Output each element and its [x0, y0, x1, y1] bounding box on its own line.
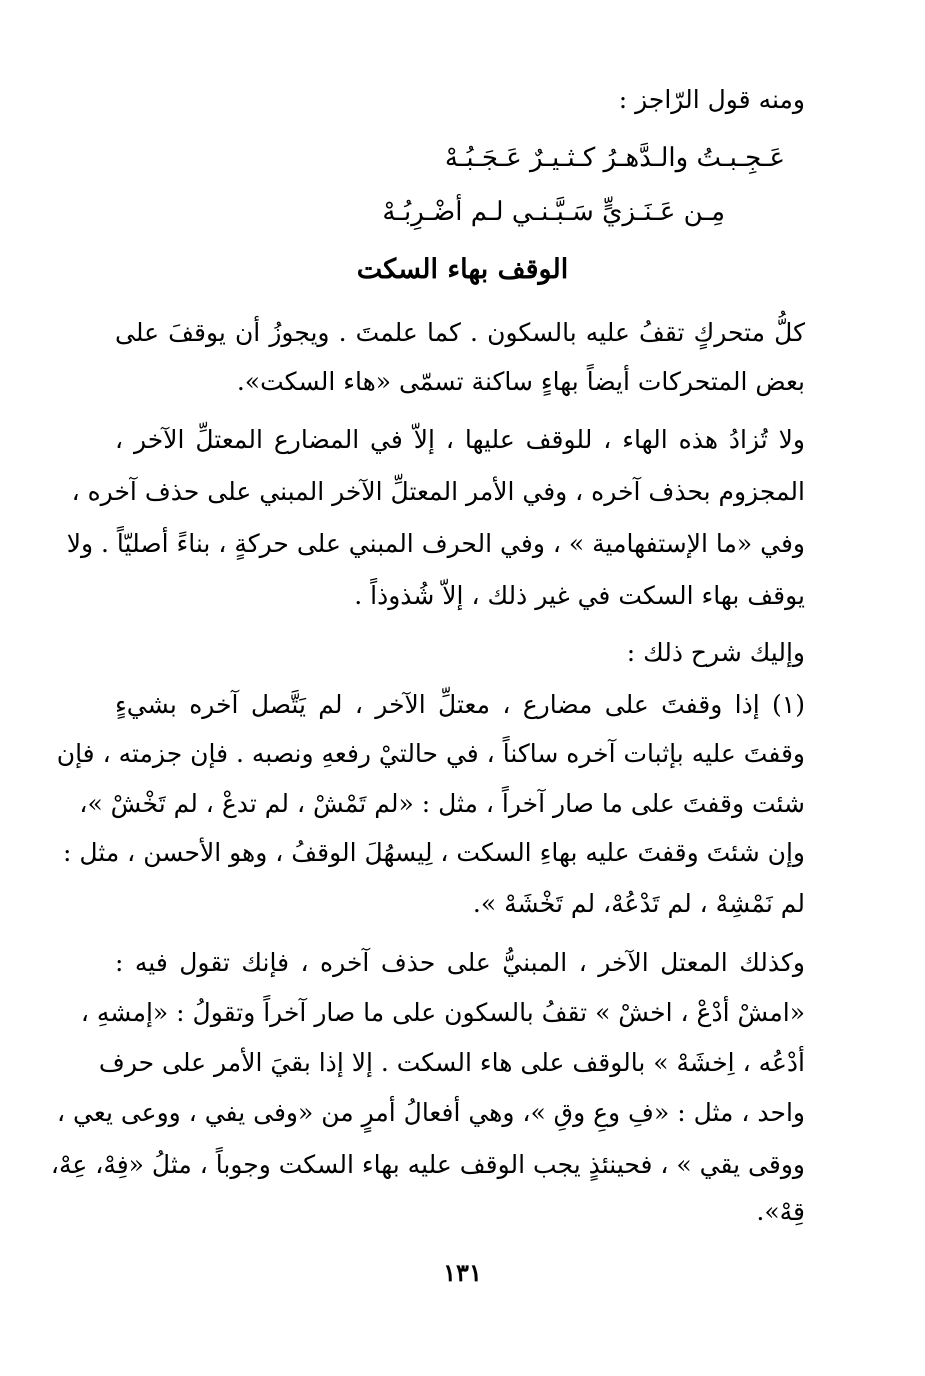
paragraph4-line-5: لم نَمْشِهْ ، لم تَدْعُهْ، لم تَخْشَهْ ». — [472, 889, 805, 918]
paragraph2-line-1: ولا تُزادُ هذه الهاء ، للوقف عليها ، إلاّ في المضارع المعتلِّ الآخر ، — [115, 425, 805, 454]
paragraph5-line-6: قِهْ». — [756, 1197, 805, 1226]
paragraph5-line-2: «امشْ أدْعْ ، اخشْ » تقفُ بالسكون على ما صار آخراً وتقولُ : «إمشهِ ، — [80, 998, 805, 1027]
verse-line-2: مِـن عَـنَـزيٍّ سَـبَّـنـي لـم أضْـرِبُـهْ — [382, 197, 725, 227]
paragraph4-line-1: (١) إذا وقفتَ على مضارع ، معتلِّ الآخر ، لم يَتَّصل آخره بشيءٍ — [115, 690, 805, 719]
paragraph5-line-3: أدْعُه ، اِخشَهْ » بالوقف على هاء السكت . إلا إذا بقيَ الأمر على حرف — [98, 1048, 805, 1077]
paragraph2-line-4: يوقف بهاء السكت في غير ذلك ، إلاّ شُذوذاً . — [354, 581, 805, 610]
paragraph5-line-5: ووقى يقي » ، فحينئذٍ يجب الوقف عليه بهاء السكت وجوباً ، مثلُ «فِهْ، عِهْ، — [50, 1150, 805, 1179]
paragraph1-line-2: بعض المتحركات أيضاً بهاءٍ ساكنة تسمّى «هاء السكت». — [236, 367, 805, 396]
paragraph5-line-1: وكذلك المعتل الآخر ، المبنيُّ على حذف آخره ، فإنك تقول فيه : — [115, 948, 805, 977]
paragraph2-line-3: وفي «ما الإستفهامية » ، وفي الحرف المبني على حركةٍ ، بناءً أصليّاً . ولا — [66, 529, 805, 558]
paragraph2-line-2: المجزوم بحذف آخره ، وفي الأمر المعتلِّ الآخر المبني على حذف آخره ، — [71, 477, 805, 506]
page-number: ١٣١ — [443, 1258, 482, 1287]
verse-line-1: عَـجِـبـتُ والـدَّهـرُ كـثـيـرٌ عَـجَـبُـهْ — [444, 143, 785, 173]
section-heading: الوقف بهاء السكت — [356, 254, 569, 285]
paragraph1-line-1: كلُّ متحركٍ تقفُ عليه بالسكون . كما علمتَ . ويجوزُ أن يوقفَ على — [115, 318, 805, 347]
paragraph4-line-4: وإن شئتَ وقفتَ عليه بهاءِ السكت ، لِيسهُلَ الوقفُ ، وهو الأحسن ، مثل : — [63, 838, 805, 867]
paragraph4-line-3: شئت وقفتَ على ما صار آخراً ، مثل : «لم تَمْشْ ، لم تدعْ ، لم تَخْشْ »، — [79, 789, 805, 818]
intro-line: ومنه قول الرّاجز : — [618, 85, 805, 114]
paragraph4-line-2: وقفتَ عليه بإثبات آخره ساكناً ، في حالتيْ رفعهِ ونصبه . فإن جزمته ، فإن — [56, 739, 805, 768]
paragraph5-line-4: واحد ، مثل : «فِ وعِ وقِ »، وهي أفعالُ أمرٍ من «وفى يفي ، ووعى يعي ، — [57, 1098, 805, 1127]
paragraph3-line-1: وإليك شرح ذلك : — [626, 638, 805, 667]
